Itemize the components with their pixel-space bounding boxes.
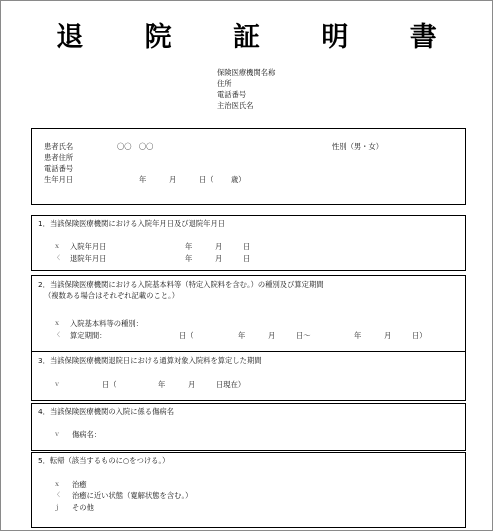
patient-info-box xyxy=(31,128,466,205)
section-2-row-1-marker: ｘ xyxy=(54,320,61,327)
calc-period-days-unit: 日（ xyxy=(179,331,194,340)
section-5-row-3-marker: ｊ xyxy=(54,504,61,511)
calc-period-end-month-unit: 月 xyxy=(384,331,392,340)
section-4-box xyxy=(31,403,466,451)
section-2-box xyxy=(31,275,466,352)
discharge-year-unit: 年 xyxy=(185,254,193,263)
section-5-row-2-marker: 〈 xyxy=(54,492,61,499)
calc-period-start-year-unit: 年 xyxy=(238,331,246,340)
section-1-box xyxy=(31,215,466,271)
section-5-box xyxy=(31,452,466,528)
section-1-row-2-marker: 〈 xyxy=(54,255,61,262)
admission-month-unit: 月 xyxy=(215,242,223,251)
section-3-row-marker: ｖ xyxy=(54,381,61,388)
total-period-month-unit: 月 xyxy=(188,380,196,389)
calc-period-start-month-unit: 月 xyxy=(268,331,276,340)
discharge-month-unit: 月 xyxy=(215,254,223,263)
attending-physician-label: 主治医氏名 xyxy=(217,101,254,110)
dob-month-unit: 月 xyxy=(169,175,177,184)
patient-name-value: 〇〇 〇〇 xyxy=(117,142,154,151)
document-title: 退 院 証 明 書 xyxy=(56,22,463,53)
hospital-address-label: 住所 xyxy=(217,79,232,88)
section-3-heading: 3．当該保険医療機関退院日における通算対象入院料を算定した期間 xyxy=(38,356,262,365)
admission-day-unit: 日 xyxy=(243,242,251,251)
disease-name-label: 傷病名： xyxy=(72,430,102,439)
section-4-row-marker: ｖ xyxy=(54,431,61,438)
outcome-near-cured: 治癒に近い状態（寛解状態を含む。） xyxy=(72,491,193,500)
section-1-heading: 1．当該保険医療機関における入院年月日及び退院年月日 xyxy=(38,219,226,228)
patient-name-label: 患者氏名 xyxy=(44,142,74,151)
section-2-note: （複数ある場合はそれぞれ記載のこと。） xyxy=(44,291,179,300)
section-4-heading: 4．当該保険医療機関の入院に係る傷病名 xyxy=(38,407,174,416)
fee-type-label: 入院基本料等の種別： xyxy=(70,319,143,328)
section-5-heading: 5．転帰（該当するものに○をつける。） xyxy=(38,456,170,465)
gender-label: 性別（男・女） xyxy=(332,142,384,151)
discharge-date-label: 退院年月日 xyxy=(70,254,107,263)
total-period-year-unit: 年 xyxy=(158,380,166,389)
calc-period-end-year-unit: 年 xyxy=(354,331,362,340)
outcome-other: その他 xyxy=(72,503,94,512)
admission-date-label: 入院年月日 xyxy=(70,242,107,251)
calc-period-label: 算定期間： xyxy=(70,331,107,340)
total-period-days-unit: 日（ xyxy=(102,380,117,389)
section-2-row-2-marker: 〈 xyxy=(54,332,61,339)
hospital-name-label: 保険医療機関名称 xyxy=(217,68,276,77)
calc-period-start-day-unit: 日～ xyxy=(296,331,311,340)
section-2-heading: 2．当該保険医療機関における入院基本料等（特定入院料を含む。）の種別及び算定期間 xyxy=(38,280,324,289)
section-1-row-1-marker: ｘ xyxy=(54,243,61,250)
dob-year-unit: 年 xyxy=(139,175,147,184)
calc-period-end-day-unit: 日） xyxy=(412,331,427,340)
total-period-as-of-unit: 日現在） xyxy=(216,380,246,389)
patient-phone-label: 電話番号 xyxy=(44,164,74,173)
hospital-phone-label: 電話番号 xyxy=(217,90,247,99)
section-5-row-1-marker: ｘ xyxy=(54,481,61,488)
patient-address-label: 患者住所 xyxy=(44,153,74,162)
dob-age-unit: 歳） xyxy=(231,175,246,184)
discharge-day-unit: 日 xyxy=(243,254,251,263)
admission-year-unit: 年 xyxy=(185,242,193,251)
dob-day-unit: 日（ xyxy=(199,175,214,184)
dob-label: 生年月日 xyxy=(44,175,74,184)
outcome-cured: 治癒 xyxy=(72,480,87,489)
section-3-box xyxy=(31,351,466,401)
